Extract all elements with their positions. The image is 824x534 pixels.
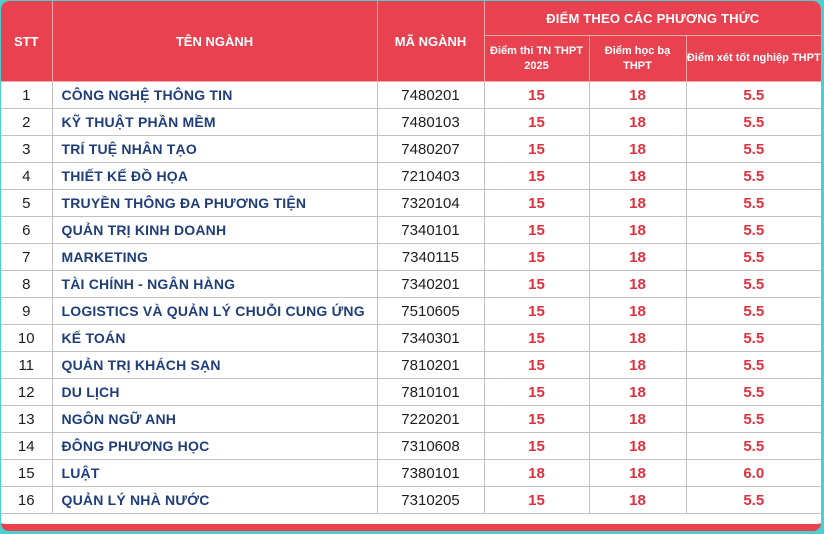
table-row bbox=[1, 406, 821, 433]
cell-stt: 6 bbox=[1, 217, 52, 244]
cell-score-graduation: 5.5 bbox=[686, 244, 821, 271]
cell-score-graduation: 5.5 bbox=[686, 190, 821, 217]
cell-major-name: ĐÔNG PHƯƠNG HỌC bbox=[52, 433, 377, 460]
cell-score-transcript: 18 bbox=[589, 136, 686, 163]
cell-major-code: 7810101 bbox=[377, 379, 484, 406]
cell-stt: 7 bbox=[1, 244, 52, 271]
cell-score-exam: 15 bbox=[484, 433, 589, 460]
cell-stt: 13 bbox=[1, 406, 52, 433]
cell-stt: 12 bbox=[1, 379, 52, 406]
cell-major-name: KỸ THUẬT PHẦN MỀM bbox=[52, 109, 377, 136]
cell-major-code: 7210403 bbox=[377, 163, 484, 190]
cell-score-transcript: 18 bbox=[589, 487, 686, 514]
cell-score-transcript: 18 bbox=[589, 217, 686, 244]
cell-score-transcript: 18 bbox=[589, 82, 686, 109]
cell-major-code: 7340115 bbox=[377, 244, 484, 271]
cell-major-name: LOGISTICS VÀ QUẢN LÝ CHUỖI CUNG ỨNG bbox=[52, 298, 377, 325]
cell-major-name: KẾ TOÁN bbox=[52, 325, 377, 352]
cell-score-exam: 15 bbox=[484, 217, 589, 244]
cell-major-name: QUẢN TRỊ KINH DOANH bbox=[52, 217, 377, 244]
cell-major-name: CÔNG NGHỆ THÔNG TIN bbox=[52, 82, 377, 109]
table-row bbox=[1, 190, 821, 217]
cell-score-exam: 15 bbox=[484, 82, 589, 109]
cell-score-exam: 15 bbox=[484, 352, 589, 379]
cell-score-transcript: 18 bbox=[589, 244, 686, 271]
cell-score-transcript: 18 bbox=[589, 433, 686, 460]
cell-major-code: 7480103 bbox=[377, 109, 484, 136]
cell-major-name: MARKETING bbox=[52, 244, 377, 271]
cell-score-graduation: 5.5 bbox=[686, 352, 821, 379]
cell-score-exam: 15 bbox=[484, 244, 589, 271]
cell-score-exam: 15 bbox=[484, 136, 589, 163]
table-row bbox=[1, 379, 821, 406]
cell-major-name: TRÍ TUỆ NHÂN TẠO bbox=[52, 136, 377, 163]
cell-score-graduation: 5.5 bbox=[686, 136, 821, 163]
header-method-group: ĐIỂM THEO CÁC PHƯƠNG THỨC bbox=[484, 1, 821, 36]
table-row bbox=[1, 163, 821, 190]
cell-stt: 8 bbox=[1, 271, 52, 298]
header-method-1: Điểm thi TN THPT 2025 bbox=[484, 36, 589, 82]
cell-score-graduation: 5.5 bbox=[686, 271, 821, 298]
table-body bbox=[1, 82, 821, 514]
cell-major-code: 7320104 bbox=[377, 190, 484, 217]
cell-score-exam: 15 bbox=[484, 109, 589, 136]
cell-major-name: NGÔN NGỮ ANH bbox=[52, 406, 377, 433]
cell-score-graduation: 5.5 bbox=[686, 406, 821, 433]
cell-major-name: QUẢN TRỊ KHÁCH SẠN bbox=[52, 352, 377, 379]
cell-major-name: DU LỊCH bbox=[52, 379, 377, 406]
table-row bbox=[1, 298, 821, 325]
cell-major-code: 7480201 bbox=[377, 82, 484, 109]
table-row bbox=[1, 433, 821, 460]
cell-score-transcript: 18 bbox=[589, 460, 686, 487]
cell-major-code: 7310608 bbox=[377, 433, 484, 460]
cell-major-code: 7480207 bbox=[377, 136, 484, 163]
cell-stt: 5 bbox=[1, 190, 52, 217]
table-row bbox=[1, 136, 821, 163]
cell-score-graduation: 6.0 bbox=[686, 460, 821, 487]
cell-stt: 3 bbox=[1, 136, 52, 163]
cell-stt: 4 bbox=[1, 163, 52, 190]
table-row bbox=[1, 217, 821, 244]
cell-score-graduation: 5.5 bbox=[686, 433, 821, 460]
admission-scores-table bbox=[1, 1, 821, 514]
cell-major-name: LUẬT bbox=[52, 460, 377, 487]
cell-score-transcript: 18 bbox=[589, 271, 686, 298]
cell-score-transcript: 18 bbox=[589, 109, 686, 136]
table-row bbox=[1, 325, 821, 352]
cell-major-code: 7810201 bbox=[377, 352, 484, 379]
cell-score-graduation: 5.5 bbox=[686, 163, 821, 190]
cell-score-exam: 15 bbox=[484, 298, 589, 325]
table-row bbox=[1, 352, 821, 379]
cell-major-code: 7340201 bbox=[377, 271, 484, 298]
cell-score-graduation: 5.5 bbox=[686, 379, 821, 406]
header-code: MÃ NGÀNH bbox=[377, 1, 484, 82]
cell-score-graduation: 5.5 bbox=[686, 109, 821, 136]
cell-score-transcript: 18 bbox=[589, 379, 686, 406]
cell-major-code: 7310205 bbox=[377, 487, 484, 514]
cell-major-name: THIẾT KẾ ĐỒ HỌA bbox=[52, 163, 377, 190]
cell-stt: 14 bbox=[1, 433, 52, 460]
cell-score-exam: 15 bbox=[484, 163, 589, 190]
cell-major-code: 7340301 bbox=[377, 325, 484, 352]
cell-major-name: QUẢN LÝ NHÀ NƯỚC bbox=[52, 487, 377, 514]
cell-score-transcript: 18 bbox=[589, 190, 686, 217]
cell-stt: 1 bbox=[1, 82, 52, 109]
cell-score-transcript: 18 bbox=[589, 325, 686, 352]
header-method-3: Điểm xét tốt nghiệp THPT bbox=[686, 36, 821, 82]
table-row bbox=[1, 460, 821, 487]
cell-score-graduation: 5.5 bbox=[686, 325, 821, 352]
cell-major-name: TRUYỀN THÔNG ĐA PHƯƠNG TIỆN bbox=[52, 190, 377, 217]
cell-stt: 10 bbox=[1, 325, 52, 352]
cell-score-exam: 18 bbox=[484, 460, 589, 487]
cell-major-name: TÀI CHÍNH - NGÂN HÀNG bbox=[52, 271, 377, 298]
header-stt: STT bbox=[1, 1, 52, 82]
cell-score-exam: 15 bbox=[484, 379, 589, 406]
cell-score-exam: 15 bbox=[484, 190, 589, 217]
cell-stt: 15 bbox=[1, 460, 52, 487]
table-row bbox=[1, 271, 821, 298]
cell-score-exam: 15 bbox=[484, 487, 589, 514]
cell-major-code: 7340101 bbox=[377, 217, 484, 244]
cell-major-code: 7220201 bbox=[377, 406, 484, 433]
cell-score-graduation: 5.5 bbox=[686, 487, 821, 514]
cell-score-transcript: 18 bbox=[589, 163, 686, 190]
table-row bbox=[1, 82, 821, 109]
header-name: TÊN NGÀNH bbox=[52, 1, 377, 82]
cell-score-graduation: 5.5 bbox=[686, 217, 821, 244]
cell-score-transcript: 18 bbox=[589, 406, 686, 433]
table-row bbox=[1, 487, 821, 514]
cell-score-exam: 15 bbox=[484, 325, 589, 352]
cell-score-exam: 15 bbox=[484, 406, 589, 433]
cell-score-exam: 15 bbox=[484, 271, 589, 298]
cell-stt: 16 bbox=[1, 487, 52, 514]
table-row bbox=[1, 244, 821, 271]
cell-stt: 2 bbox=[1, 109, 52, 136]
cell-major-code: 7380101 bbox=[377, 460, 484, 487]
table-row bbox=[1, 109, 821, 136]
cell-score-graduation: 5.5 bbox=[686, 82, 821, 109]
cell-stt: 11 bbox=[1, 352, 52, 379]
cell-major-code: 7510605 bbox=[377, 298, 484, 325]
cell-score-transcript: 18 bbox=[589, 352, 686, 379]
admission-scores-table-card bbox=[1, 1, 821, 531]
cell-stt: 9 bbox=[1, 298, 52, 325]
cell-score-transcript: 18 bbox=[589, 298, 686, 325]
header-method-2: Điểm học bạ THPT bbox=[589, 36, 686, 82]
cell-score-graduation: 5.5 bbox=[686, 298, 821, 325]
